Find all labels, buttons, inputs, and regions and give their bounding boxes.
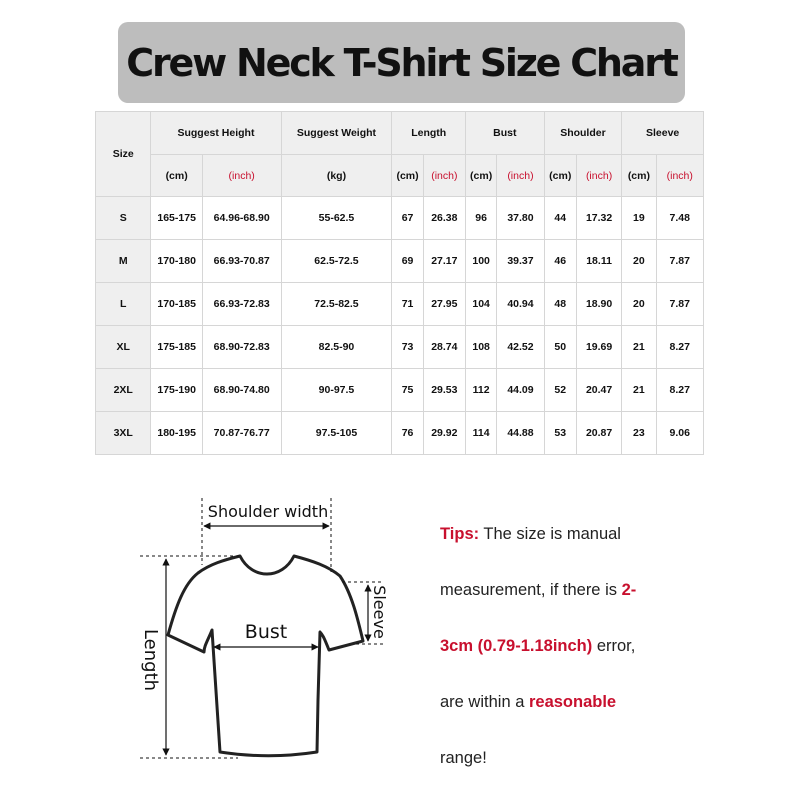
table-cell: 9.06 (656, 412, 703, 455)
unit-header: (kg) (281, 155, 392, 197)
table-cell: 46 (544, 240, 576, 283)
table-row (96, 369, 704, 412)
table-cell: 20 (622, 283, 656, 326)
table-row (96, 412, 704, 455)
size-rows (96, 197, 704, 455)
table-cell: 72.5-82.5 (281, 283, 392, 326)
table-cell: 175-185 (151, 326, 202, 369)
table-cell: 7.87 (656, 240, 703, 283)
table-cell: 27.17 (423, 240, 465, 283)
table-cell: 23 (622, 412, 656, 455)
table-cell: 42.52 (497, 326, 544, 369)
table-cell: 19 (622, 197, 656, 240)
size-label-cell: L (96, 283, 151, 326)
table-units-row (96, 155, 704, 197)
table-cell: 8.27 (656, 326, 703, 369)
unit-header: (inch) (423, 155, 465, 197)
tips-highlight: reasonable (528, 693, 617, 711)
unit-header: (inch) (656, 155, 703, 197)
size-table (95, 111, 704, 455)
table-row (96, 240, 704, 283)
table-cell: 19.69 (576, 326, 621, 369)
table-cell: 62.5-72.5 (281, 240, 392, 283)
tshirt-outline (168, 556, 363, 756)
unit-header: (cm) (151, 155, 202, 197)
size-label-cell: 2XL (96, 369, 151, 412)
table-cell: 7.87 (656, 283, 703, 326)
table-cell: 7.48 (656, 197, 703, 240)
table-cell: 76 (392, 412, 423, 455)
tips-line (440, 562, 760, 618)
table-cell: 17.32 (576, 197, 621, 240)
length-label: Length (140, 628, 161, 692)
table-cell: 170-185 (151, 283, 202, 326)
table-cell: 39.37 (497, 240, 544, 283)
size-label-cell: XL (96, 326, 151, 369)
table-cell: 52 (544, 369, 576, 412)
table-cell: 55-62.5 (281, 197, 392, 240)
table-cell: 175-190 (151, 369, 202, 412)
tips-highlight: 3cm (0.79-1.18inch) (440, 637, 593, 655)
table-cell: 82.5-90 (281, 326, 392, 369)
table-cell: 28.74 (423, 326, 465, 369)
tips-line (440, 730, 760, 786)
table-cell: 44 (544, 197, 576, 240)
table-cell: 27.95 (423, 283, 465, 326)
table-cell: 66.93-70.87 (202, 240, 281, 283)
unit-header: (inch) (497, 155, 544, 197)
unit-header: (cm) (622, 155, 656, 197)
table-cell: 40.94 (497, 283, 544, 326)
table-cell: 108 (466, 326, 497, 369)
tips-line (440, 674, 760, 730)
table-row (96, 197, 704, 240)
table-cell: 67 (392, 197, 423, 240)
size-label-cell: M (96, 240, 151, 283)
bust-label: Bust (244, 621, 288, 643)
tips-text: error, (592, 637, 636, 655)
column-header: Sleeve (622, 112, 704, 155)
table-cell: 29.53 (423, 369, 465, 412)
table-cell: 44.09 (497, 369, 544, 412)
table-cell: 104 (466, 283, 497, 326)
table-cell: 29.92 (423, 412, 465, 455)
shoulder-width-label: Shoulder width (207, 502, 329, 521)
column-header: Length (392, 112, 466, 155)
tips-text: The size is manual (479, 525, 621, 543)
tips-text: measurement, if there is (440, 581, 622, 599)
table-cell: 48 (544, 283, 576, 326)
table-cell: 71 (392, 283, 423, 326)
table-cell: 18.90 (576, 283, 621, 326)
table-cell: 64.96-68.90 (202, 197, 281, 240)
table-cell: 68.90-72.83 (202, 326, 281, 369)
tshirt-diagram (128, 490, 398, 790)
unit-header: (cm) (466, 155, 497, 197)
table-header-row (96, 112, 704, 155)
table-cell: 112 (466, 369, 497, 412)
unit-header: (inch) (576, 155, 621, 197)
size-label-cell: 3XL (96, 412, 151, 455)
unit-header: (inch) (202, 155, 281, 197)
table-cell: 21 (622, 326, 656, 369)
sleeve-label: Sleeve (370, 585, 389, 639)
column-header: Suggest Height (151, 112, 281, 155)
table-cell: 97.5-105 (281, 412, 392, 455)
tips-line (440, 506, 760, 562)
tips-label: Tips: (440, 525, 480, 543)
column-header: Suggest Weight (281, 112, 392, 155)
table-cell: 68.90-74.80 (202, 369, 281, 412)
table-cell: 180-195 (151, 412, 202, 455)
tips-text: are within a (440, 693, 529, 711)
table-cell: 66.93-72.83 (202, 283, 281, 326)
table-cell: 18.11 (576, 240, 621, 283)
table-cell: 170-180 (151, 240, 202, 283)
table-cell: 90-97.5 (281, 369, 392, 412)
tips-highlight: 2- (621, 581, 637, 599)
table-cell: 165-175 (151, 197, 202, 240)
page-title: Crew Neck T-Shirt Size Chart (126, 40, 677, 85)
size-label-cell: S (96, 197, 151, 240)
column-header: Shoulder (544, 112, 622, 155)
table-cell: 100 (466, 240, 497, 283)
title-banner (118, 22, 685, 103)
table-cell: 69 (392, 240, 423, 283)
unit-header: (cm) (544, 155, 576, 197)
table-cell: 37.80 (497, 197, 544, 240)
table-cell: 20.87 (576, 412, 621, 455)
unit-header: (cm) (392, 155, 423, 197)
column-header: Bust (466, 112, 545, 155)
table-cell: 21 (622, 369, 656, 412)
tips-line (440, 618, 760, 674)
table-cell: 20 (622, 240, 656, 283)
table-cell: 50 (544, 326, 576, 369)
table-cell: 75 (392, 369, 423, 412)
table-cell: 53 (544, 412, 576, 455)
table-cell: 96 (466, 197, 497, 240)
tips-text: range! (440, 749, 487, 767)
table-cell: 8.27 (656, 369, 703, 412)
table-cell: 70.87-76.77 (202, 412, 281, 455)
tips-note (440, 506, 760, 786)
table-cell: 114 (466, 412, 497, 455)
size-header: Size (96, 112, 151, 197)
table-cell: 20.47 (576, 369, 621, 412)
table-cell: 26.38 (423, 197, 465, 240)
table-row (96, 283, 704, 326)
table-cell: 73 (392, 326, 423, 369)
table-cell: 44.88 (497, 412, 544, 455)
table-row (96, 326, 704, 369)
